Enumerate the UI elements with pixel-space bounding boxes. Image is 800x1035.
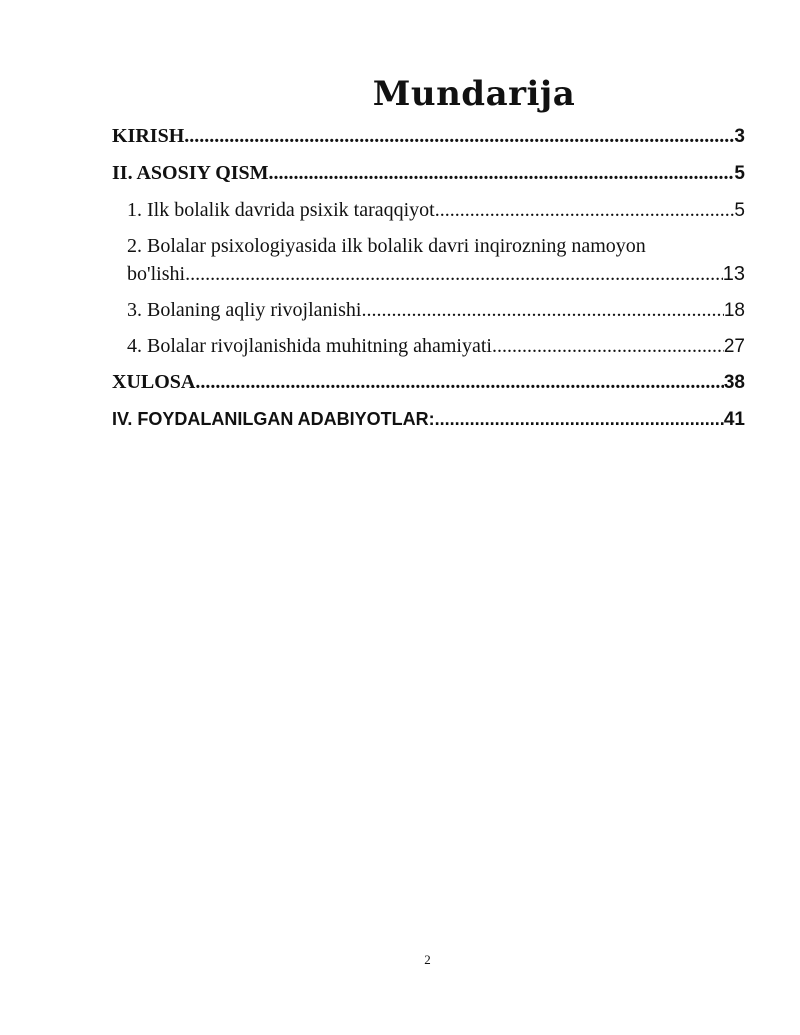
toc-page-number: 13	[722, 263, 745, 285]
dot-leader	[361, 296, 723, 324]
toc-entry-item-2[interactable]	[112, 232, 745, 288]
toc-page-number: 27	[723, 336, 745, 357]
dot-leader	[492, 332, 724, 360]
toc-page-number: 38	[723, 372, 745, 393]
toc-entry-xulosa[interactable]	[112, 368, 745, 396]
toc-entry-foydalanilgan-adabiyotlar[interactable]	[112, 405, 745, 433]
dot-leader	[435, 196, 735, 224]
toc-label: XULOSA	[112, 371, 196, 393]
toc-label: 4. Bolalar rivojlanishida muhitning ahamiyati	[127, 335, 492, 357]
toc-page-number: 5	[734, 163, 745, 184]
toc-label-line-1: 2. Bolalar psixologiyasida ilk bolalik davri inqirozning namoyon	[127, 235, 646, 257]
toc-label: 3. Bolaning aqliy rivojlanishi	[127, 299, 362, 321]
toc-page-number: 18	[723, 300, 745, 321]
toc-label: KIRISH	[112, 125, 185, 147]
toc-entry-item-4[interactable]	[112, 332, 745, 360]
toc-entry-asosiy-qism[interactable]	[112, 159, 745, 187]
page-title: Mundarija	[372, 74, 576, 114]
toc-label: IV. FOYDALANILGAN ADABIYOTLAR:	[112, 409, 435, 429]
toc-page-number: 41	[723, 409, 745, 430]
toc-page-number: 5	[734, 200, 745, 221]
toc-entry-item-3[interactable]	[112, 296, 745, 324]
dot-leader	[195, 368, 724, 396]
toc-entry-item-1[interactable]	[112, 196, 745, 224]
toc-page-number: 3	[734, 126, 745, 147]
toc-entry-kirish[interactable]	[112, 122, 745, 150]
toc-label: II. ASOSIY QISM	[112, 162, 269, 184]
table-of-contents	[112, 122, 745, 442]
toc-label-line-2	[112, 260, 745, 288]
dot-leader	[185, 260, 723, 288]
page-footer-number: 2	[424, 952, 431, 967]
dot-leader	[269, 159, 735, 187]
toc-label: 1. Ilk bolalik davrida psixik taraqqiyot	[127, 199, 435, 221]
dot-leader	[435, 405, 724, 433]
toc-label: bo'lishi	[127, 263, 186, 285]
dot-leader	[184, 122, 734, 150]
